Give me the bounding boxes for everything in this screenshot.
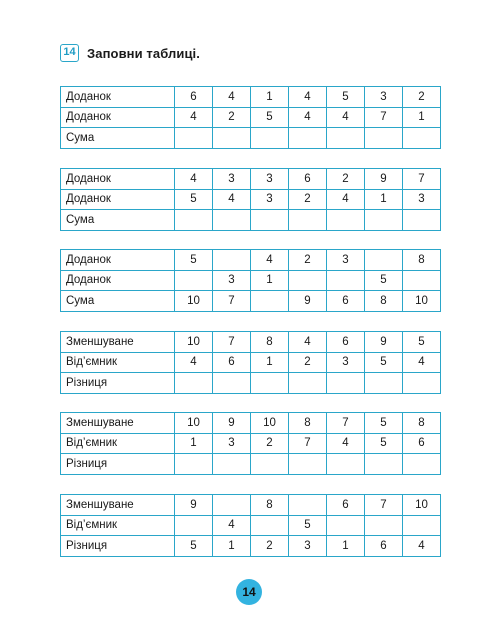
table-row (61, 87, 441, 108)
answer-cell[interactable] (403, 128, 441, 149)
answer-cell[interactable] (403, 454, 441, 475)
value-cell: 5 (403, 332, 441, 353)
addition-subtraction-table (60, 494, 441, 557)
answer-cell[interactable] (327, 454, 365, 475)
task-title: Заповни таблиці. (87, 45, 200, 61)
table-row (61, 210, 441, 231)
value-cell: 4 (213, 189, 251, 210)
value-cell: 2 (289, 352, 327, 373)
value-cell: 4 (175, 352, 213, 373)
value-cell: 2 (251, 536, 289, 557)
answer-cell[interactable] (175, 270, 213, 291)
value-cell: 5 (365, 433, 403, 454)
value-cell: 10 (403, 495, 441, 516)
value-cell: 8 (251, 332, 289, 353)
value-cell: 4 (175, 107, 213, 128)
row-label: Доданок (61, 270, 175, 291)
value-cell: 7 (365, 495, 403, 516)
value-cell: 7 (403, 169, 441, 190)
value-cell: 6 (175, 87, 213, 108)
value-cell: 5 (327, 87, 365, 108)
table-row (61, 291, 441, 312)
answer-cell[interactable] (213, 373, 251, 394)
answer-cell[interactable] (289, 210, 327, 231)
row-label: Різниця (61, 454, 175, 475)
value-cell: 3 (213, 270, 251, 291)
table-row (61, 536, 441, 557)
value-cell: 4 (213, 87, 251, 108)
answer-cell[interactable] (251, 291, 289, 312)
row-label: Від’ємник (61, 433, 175, 454)
row-label: Доданок (61, 250, 175, 271)
answer-cell[interactable] (327, 270, 365, 291)
table-row (61, 107, 441, 128)
value-cell: 4 (251, 250, 289, 271)
value-cell: 6 (365, 536, 403, 557)
value-cell: 9 (365, 332, 403, 353)
answer-cell[interactable] (327, 210, 365, 231)
table-row (61, 433, 441, 454)
addition-subtraction-table (60, 412, 441, 475)
answer-cell[interactable] (289, 270, 327, 291)
value-cell: 2 (327, 169, 365, 190)
row-label: Сума (61, 291, 175, 312)
value-cell: 5 (365, 352, 403, 373)
table-row (61, 332, 441, 353)
value-cell: 8 (251, 495, 289, 516)
value-cell: 6 (213, 352, 251, 373)
value-cell: 3 (327, 352, 365, 373)
value-cell: 6 (289, 169, 327, 190)
table-row (61, 189, 441, 210)
value-cell: 3 (327, 250, 365, 271)
row-label: Доданок (61, 87, 175, 108)
value-cell: 3 (251, 169, 289, 190)
value-cell: 2 (289, 250, 327, 271)
value-cell: 1 (327, 536, 365, 557)
task-header (60, 44, 200, 62)
value-cell: 5 (175, 189, 213, 210)
answer-cell[interactable] (213, 454, 251, 475)
answer-cell[interactable] (327, 373, 365, 394)
value-cell: 3 (251, 189, 289, 210)
value-cell: 8 (365, 291, 403, 312)
answer-cell[interactable] (289, 495, 327, 516)
answer-cell[interactable] (365, 250, 403, 271)
answer-cell[interactable] (365, 128, 403, 149)
value-cell: 5 (175, 250, 213, 271)
answer-cell[interactable] (289, 373, 327, 394)
answer-cell[interactable] (175, 128, 213, 149)
value-cell: 5 (175, 536, 213, 557)
answer-cell[interactable] (213, 250, 251, 271)
value-cell: 4 (327, 107, 365, 128)
value-cell: 9 (175, 495, 213, 516)
value-cell: 9 (213, 413, 251, 434)
answer-cell[interactable] (327, 515, 365, 536)
value-cell: 5 (365, 413, 403, 434)
answer-cell[interactable] (365, 515, 403, 536)
value-cell: 2 (403, 87, 441, 108)
answer-cell[interactable] (365, 454, 403, 475)
row-label: Доданок (61, 107, 175, 128)
value-cell: 6 (327, 495, 365, 516)
row-label: Від’ємник (61, 515, 175, 536)
table-row (61, 373, 441, 394)
answer-cell[interactable] (175, 373, 213, 394)
answer-cell[interactable] (403, 270, 441, 291)
value-cell: 10 (251, 413, 289, 434)
value-cell: 7 (213, 291, 251, 312)
value-cell: 4 (403, 536, 441, 557)
row-label: Зменшуване (61, 495, 175, 516)
value-cell: 3 (403, 189, 441, 210)
answer-cell[interactable] (213, 210, 251, 231)
value-cell: 8 (403, 250, 441, 271)
addition-subtraction-table (60, 249, 441, 312)
value-cell: 10 (175, 413, 213, 434)
value-cell: 1 (365, 189, 403, 210)
value-cell: 3 (289, 536, 327, 557)
answer-cell[interactable] (251, 373, 289, 394)
row-label: Від’ємник (61, 352, 175, 373)
value-cell: 5 (251, 107, 289, 128)
value-cell: 7 (327, 413, 365, 434)
value-cell: 2 (289, 189, 327, 210)
value-cell: 4 (327, 189, 365, 210)
value-cell: 6 (327, 332, 365, 353)
table-row (61, 352, 441, 373)
row-label: Доданок (61, 189, 175, 210)
value-cell: 4 (289, 332, 327, 353)
table-row (61, 128, 441, 149)
answer-cell[interactable] (365, 373, 403, 394)
page-number: 14 (236, 579, 262, 605)
answer-cell[interactable] (327, 128, 365, 149)
answer-cell[interactable] (403, 373, 441, 394)
value-cell: 1 (251, 352, 289, 373)
table-row (61, 270, 441, 291)
value-cell: 5 (289, 515, 327, 536)
table-row (61, 515, 441, 536)
row-label: Доданок (61, 169, 175, 190)
value-cell: 10 (403, 291, 441, 312)
answer-cell[interactable] (175, 515, 213, 536)
addition-subtraction-table (60, 168, 441, 231)
value-cell: 10 (175, 332, 213, 353)
answer-cell[interactable] (213, 495, 251, 516)
value-cell: 2 (251, 433, 289, 454)
answer-cell[interactable] (213, 128, 251, 149)
value-cell: 6 (403, 433, 441, 454)
value-cell: 9 (365, 169, 403, 190)
value-cell: 1 (403, 107, 441, 128)
table-row (61, 495, 441, 516)
value-cell: 4 (289, 107, 327, 128)
value-cell: 4 (175, 169, 213, 190)
table-row (61, 169, 441, 190)
row-label: Різниця (61, 536, 175, 557)
value-cell: 3 (365, 87, 403, 108)
value-cell: 2 (213, 107, 251, 128)
value-cell: 1 (251, 270, 289, 291)
addition-subtraction-table (60, 86, 441, 149)
value-cell: 1 (251, 87, 289, 108)
answer-cell[interactable] (251, 515, 289, 536)
value-cell: 3 (213, 433, 251, 454)
value-cell: 8 (289, 413, 327, 434)
row-label: Зменшуване (61, 413, 175, 434)
answer-cell[interactable] (289, 454, 327, 475)
value-cell: 6 (327, 291, 365, 312)
row-label: Сума (61, 210, 175, 231)
row-label: Зменшуване (61, 332, 175, 353)
answer-cell[interactable] (365, 210, 403, 231)
value-cell: 3 (213, 169, 251, 190)
value-cell: 7 (289, 433, 327, 454)
answer-cell[interactable] (251, 128, 289, 149)
answer-cell[interactable] (251, 454, 289, 475)
value-cell: 8 (403, 413, 441, 434)
value-cell: 7 (213, 332, 251, 353)
table-row (61, 250, 441, 271)
task-number-badge: 14 (60, 44, 79, 62)
value-cell: 4 (327, 433, 365, 454)
value-cell: 4 (289, 87, 327, 108)
value-cell: 10 (175, 291, 213, 312)
value-cell: 4 (213, 515, 251, 536)
value-cell: 4 (403, 352, 441, 373)
table-row (61, 454, 441, 475)
addition-subtraction-table (60, 331, 441, 394)
value-cell: 5 (365, 270, 403, 291)
answer-cell[interactable] (289, 128, 327, 149)
value-cell: 1 (175, 433, 213, 454)
value-cell: 1 (213, 536, 251, 557)
answer-cell[interactable] (175, 454, 213, 475)
value-cell: 7 (365, 107, 403, 128)
table-row (61, 413, 441, 434)
row-label: Сума (61, 128, 175, 149)
value-cell: 9 (289, 291, 327, 312)
answer-cell[interactable] (403, 515, 441, 536)
row-label: Різниця (61, 373, 175, 394)
answer-cell[interactable] (251, 210, 289, 231)
answer-cell[interactable] (403, 210, 441, 231)
answer-cell[interactable] (175, 210, 213, 231)
